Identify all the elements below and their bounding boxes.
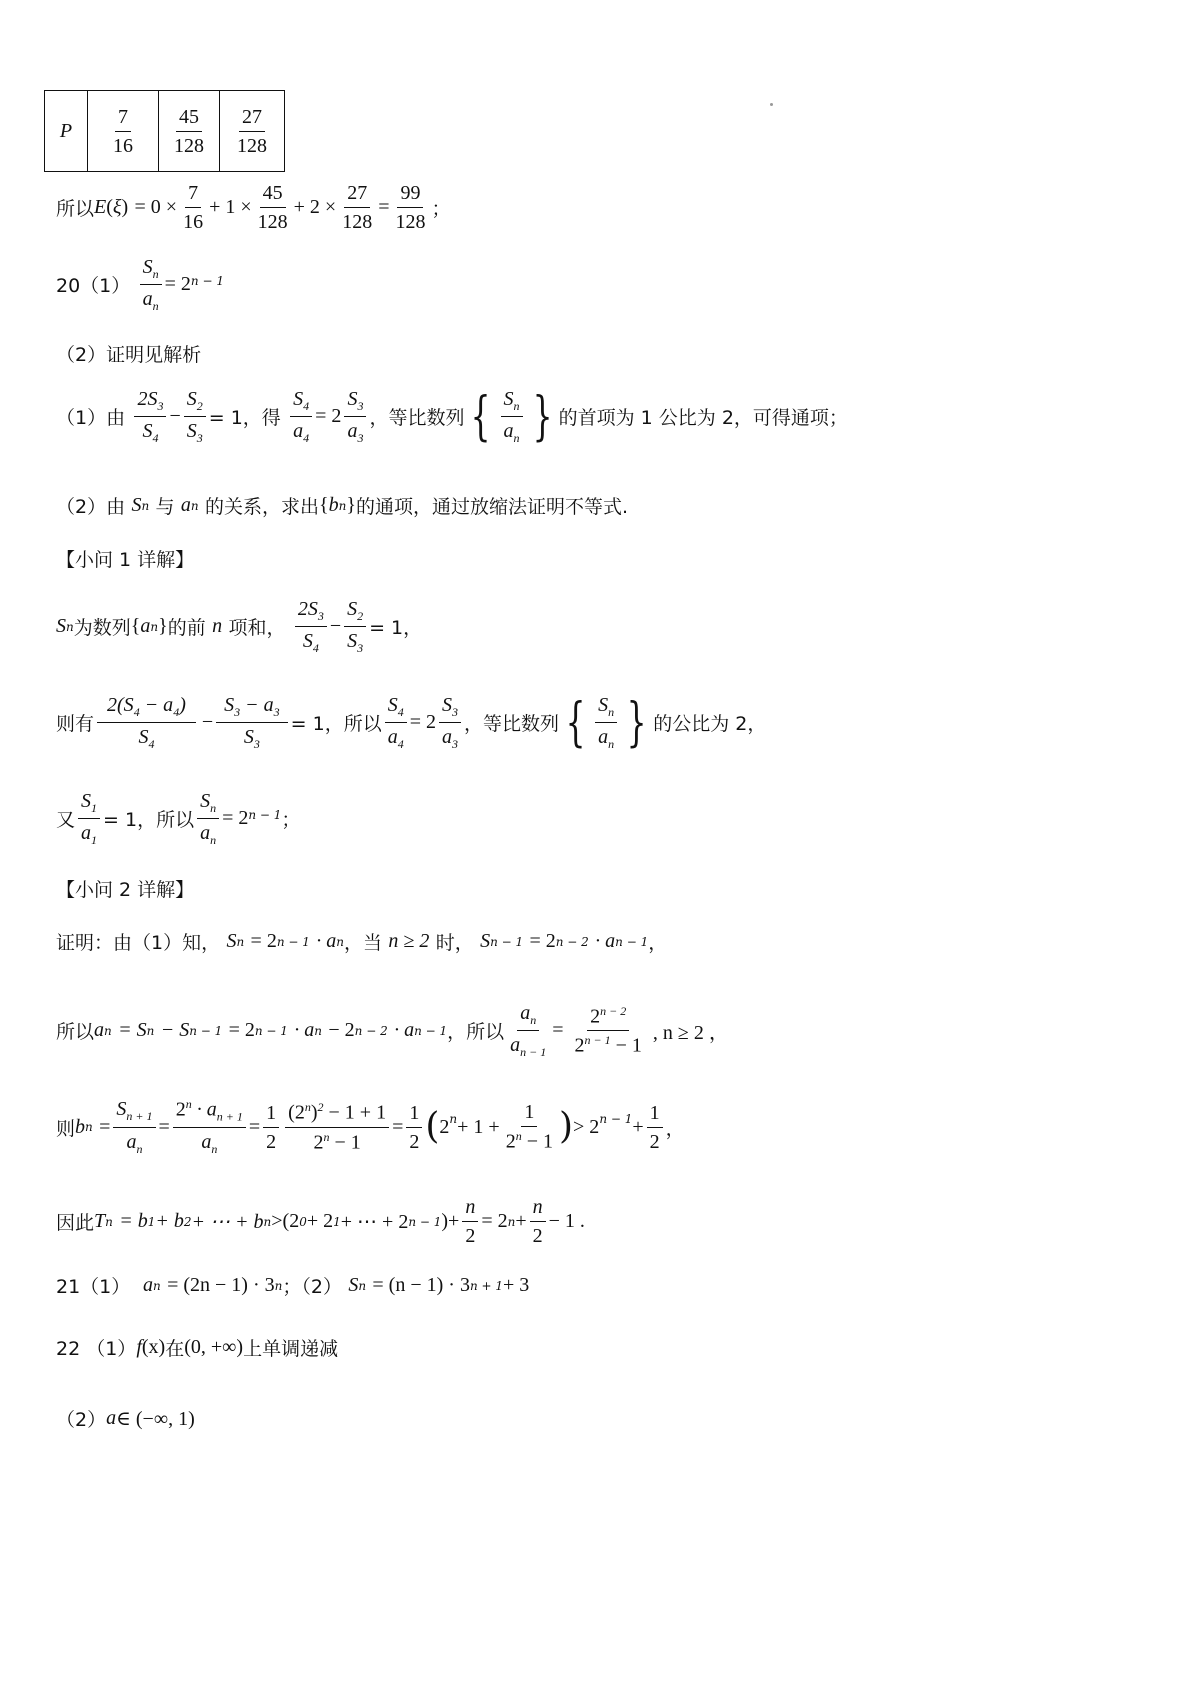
proof-line-3: 则 b n = $\frac{S_{n + 1}}{a_n}$ = $\frac{2^n \cdot a_{n + 1}}{a_n}$ = $\frac{1}{2}$ $\frac{(2^n)^2 - 1 + 1}{2^n - 1}$ = $\frac{1}{2}$ ( 2 $^n$ + 1 + $\frac{1}{2^n - 1}$ ) > 2 $^{n - 1}$ + $\frac{1}{2}$ ， <box>56 1097 685 1156</box>
probability-table <box>44 90 285 172</box>
answer-20-1: 20（1） $\frac{S_n}{a_n}$ = 2 n − 1 <box>56 256 224 314</box>
proof-line-1: 证明：由（1）知， S n = 2 n − 1 · a n ，当 n ≥ 2 时， S n − 1 = 2 n − 2 · a n − 1 ， <box>56 930 668 954</box>
detail-line-1: S n 为数列 { a n } 的前 n 项和， $\frac{2S_3}{S_4}$ − $\frac{S_2}{S_3}$ = 1， <box>56 598 423 656</box>
answer-22-2: （2） a ∈ (−∞, 1) <box>56 1407 195 1431</box>
analysis-2: （2）由 S n 与 a n 的关系，求出 { b n } 的通项，通过放缩法证明不等式. <box>56 494 629 518</box>
proof-line-4: 因此 T n = b 1 + b 2 + ⋯ + b n > (2 0 + 2 1 + ⋯ + 2 n − 1 ) + $\frac{n}{2}$ = 2 n + $\frac{n}{2}$ − 1 . <box>56 1196 585 1247</box>
detail-line-3: 又 $\frac{S_1}{a_1}$ = 1，所以 $\frac{S_n}{a_n}$ = 2 n − 1 ； <box>56 790 301 848</box>
detail-line-2: 则有 $\frac{2(S_4 - a_4)}{S_4}$ − $\frac{S_3 - a_3}{S_3}$ = 1，所以 $\frac{S_4}{a_4}$ = 2 $\frac{S_3}{a_3}$ ，等比数列 { $\frac{S_n}{a_n}$ } 的公比为 2， <box>56 692 767 753</box>
scan-dot <box>770 103 773 106</box>
answer-20-2: （2）证明见解析 <box>56 344 202 366</box>
table-cell: $\frac{45}{128}$ <box>159 91 220 172</box>
analysis-1: （1）由 $\frac{2S_3}{S_4}$ − $\frac{S_2}{S_3}$ = 1，得 $\frac{S_4}{a_4}$ = 2 $\frac{S_3}{a_3}$ ，等比数列 { $\frac{S_n}{a_n}$ } 的首项为 1 公比为 2，可得通项； <box>56 386 848 447</box>
answer-21: 21（1） a n = (2n − 1) · 3 n ；（2） S n = (n − 1) · 3 n + 1 + 3 <box>56 1274 530 1298</box>
proof-line-2: 所以 a n = S n − S n − 1 = 2 n − 1 · a n − 2 n − 2 · a n − 1 ，所以 $\frac{a_n}{a_{n - 1}}$ = $\frac{2^{n - 2}}{2^{n - 1} - 1}$ , n ≥ 2 ， <box>56 1002 729 1060</box>
answer-22-1: 22 （1） f (x) 在 (0, +∞) 上单调递减 <box>56 1336 339 1360</box>
table-cell: $\frac{7}{16}$ <box>88 91 159 172</box>
section-heading-2: 【小问 2 详解】 <box>56 879 195 901</box>
table-header-p: P <box>45 91 88 172</box>
section-heading-1: 【小问 1 详解】 <box>56 549 195 571</box>
expectation-line: 所以 E ( ξ ) = 0 × $\frac{7}{16}$ + 1 × $\frac{45}{128}$ + 2 × $\frac{27}{128}$ = $\frac{99}{128}$ ； <box>56 182 451 233</box>
table-cell: $\frac{27}{128}$ <box>220 91 285 172</box>
